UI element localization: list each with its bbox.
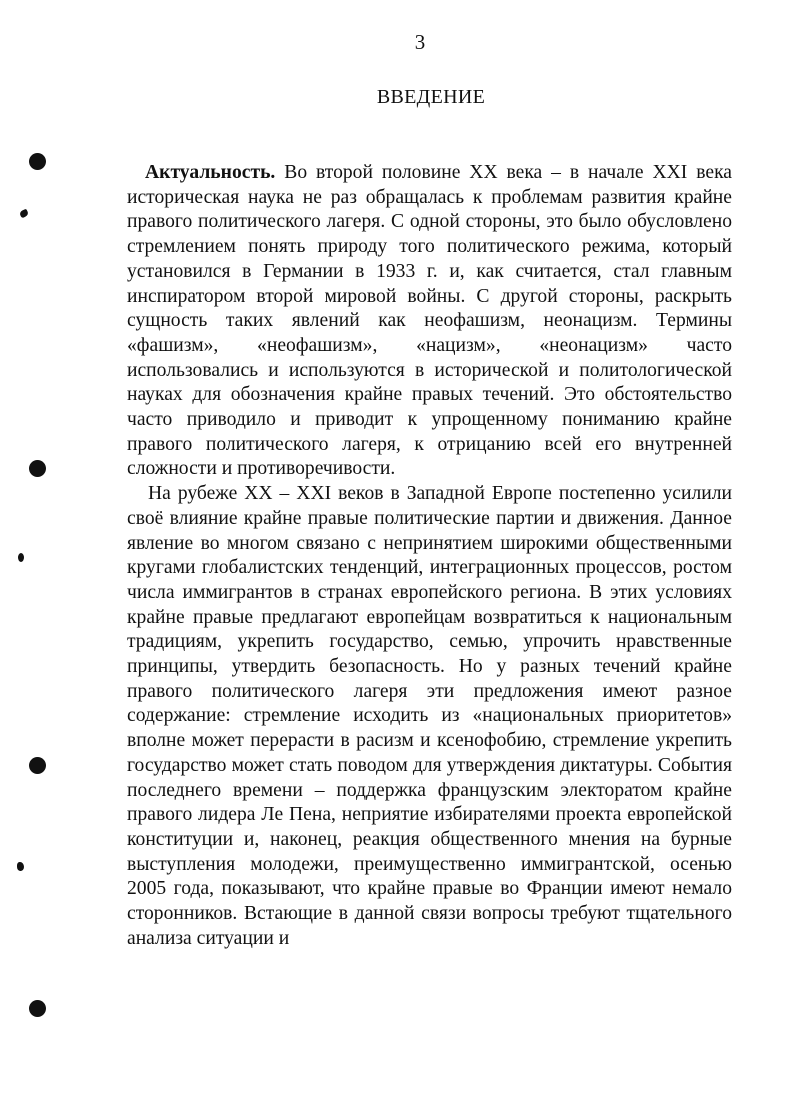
page-number: 3 (414, 30, 426, 54)
section-heading: ВВЕДЕНИЕ (376, 86, 486, 108)
punch-hole-icon (29, 1000, 46, 1017)
scan-speck-icon (18, 553, 24, 562)
paragraph-lead-label: Актуальность. (145, 162, 276, 183)
punch-hole-icon (29, 153, 46, 170)
paragraph-text: Во второй половине XX века – в начале XXI века историческая наука не раз обращалась к проблемам развития крайне правого политического лагеря. С одной стороны, это было обусловлено стремлением понять природу того политического режима, который установился в Германии в 1933 г. и, как считается, стал главным инспиратором второй мировой войны. С другой стороны, раскрыть сущность таких явлений как неофашизм, неонацизм. Термины «фашизм», «неофашизм», «нацизм», «неонацизм» часто использовались и используются в исторической и политологической науках для обозначения крайне правых течений. Это обстоятельство часто приводило и приводит к упрощенному пониманию крайне правого политического лагеря, к отрицанию всей его внутренней сложности и противоречивости. (127, 162, 732, 480)
paragraph-relevance (127, 161, 732, 482)
scan-speck-icon (19, 209, 29, 219)
body-text (127, 161, 732, 952)
paragraph-second: На рубеже XX – XXI веков в Западной Европе постепенно усилили своё влияние крайне правые политические партии и движения. Данное явление во многом связано с непринятием широкими общественными кругами глобалистских тенденций, интеграционных процессов, ростом числа иммигрантов в странах европейского региона. В этих условиях крайне правые предлагают европейцам возвратиться к национальным традициям, укрепить государство, семью, упрочить нравственные принципы, утвердить безопасность. Но у разных течений крайне правого политического лагеря эти предложения имеют разное содержание: стремление исходить из «национальных приоритетов» вполне может перерасти в расизм и ксенофобию, стремление укрепить государство может стать поводом для утверждения диктатуры. События последнего времени – поддержка французским электоратом крайне правого лидера Ле Пена, неприятие избирателями проекта европейской конституции и, наконец, реакция общественного мнения на бурные выступления молодежи, преимущественно иммигрантской, осенью 2005 года, показывают, что крайне правые во Франции имеют немало сторонников. Встающие в данной связи вопросы требуют тщательного анализа ситуации и (127, 483, 732, 949)
punch-hole-icon (29, 757, 46, 774)
scan-speck-icon (17, 862, 24, 871)
punch-hole-icon (29, 460, 46, 477)
